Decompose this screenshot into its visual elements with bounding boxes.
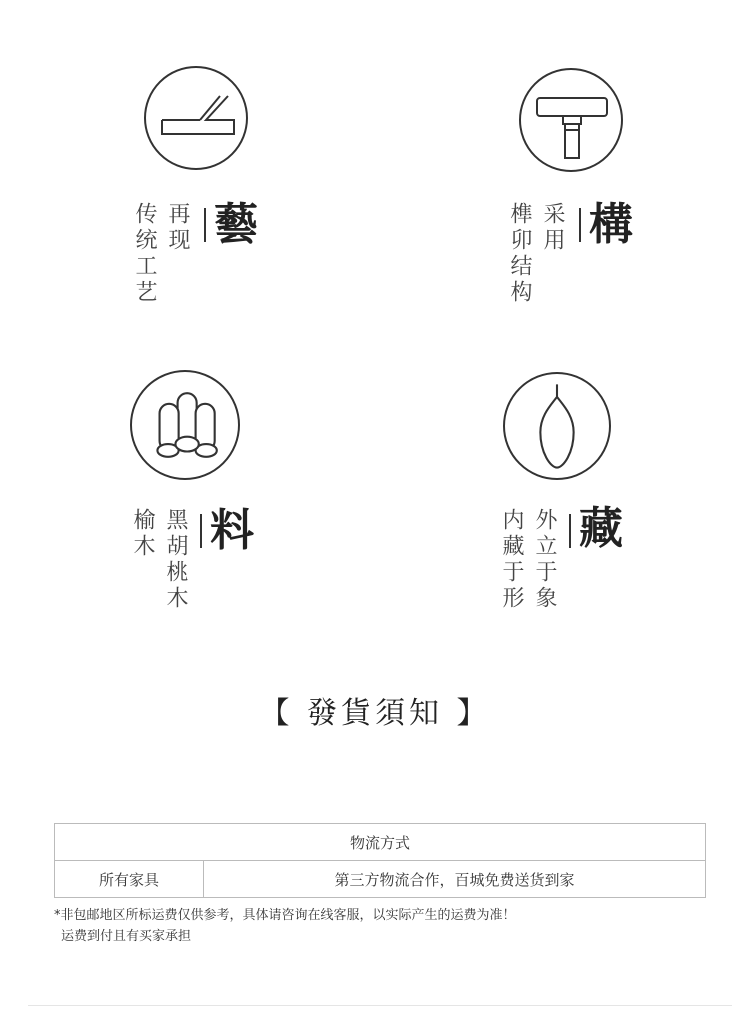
feature-cang <box>465 368 750 628</box>
feature-gou-col2: 榫卯结构 <box>507 202 532 306</box>
mortise-tenon-icon <box>521 70 621 170</box>
feature-gou-divider <box>579 208 581 242</box>
feature-gou-title: 構 <box>589 199 633 250</box>
row-value: 第三方物流合作，百城免费送货到家 <box>204 861 706 898</box>
feature-yi <box>100 60 400 320</box>
shipping-note-2: 运费到付且有买家承担 <box>61 929 192 944</box>
feature-yi-title: 藝 <box>214 199 258 250</box>
row-label: 所有家具 <box>55 861 204 898</box>
shipping-method-header: 物流方式 <box>55 824 706 861</box>
feature-liao-title: 料 <box>210 505 254 556</box>
feature-gou <box>475 60 750 320</box>
feature-cang-circle <box>503 372 611 480</box>
shipping-table <box>54 823 706 898</box>
saw-block-icon <box>146 68 246 168</box>
vase-icon <box>505 374 609 478</box>
feature-cang-col1: 外立于象 <box>532 508 557 612</box>
feature-cang-divider <box>569 514 571 548</box>
feature-liao-circle <box>130 370 240 480</box>
feature-cang-title: 藏 <box>579 503 623 554</box>
feature-yi-col2: 传统工艺 <box>132 202 157 306</box>
wood-logs-icon <box>132 372 238 478</box>
divider <box>28 1005 732 1006</box>
feature-cang-col2: 内藏于形 <box>499 508 524 612</box>
feature-liao <box>100 368 400 628</box>
feature-gou-circle <box>519 68 623 172</box>
shipping-notice-title: 【 發貨須知 】 <box>259 696 491 731</box>
feature-yi-circle <box>144 66 248 170</box>
feature-liao-divider <box>200 514 202 548</box>
feature-liao-col2: 榆木 <box>130 508 155 560</box>
shipping-note-1: *非包邮地区所标运费仅供参考，具体请咨询在线客服，以实际产生的运费为准！ <box>54 908 516 923</box>
table-row <box>55 861 706 898</box>
feature-gou-col1: 采用 <box>540 202 565 254</box>
feature-liao-col1: 黑胡桃木 <box>163 508 188 612</box>
feature-yi-col1: 再现 <box>165 202 190 254</box>
feature-yi-divider <box>204 208 206 242</box>
table-header-row <box>55 824 706 861</box>
